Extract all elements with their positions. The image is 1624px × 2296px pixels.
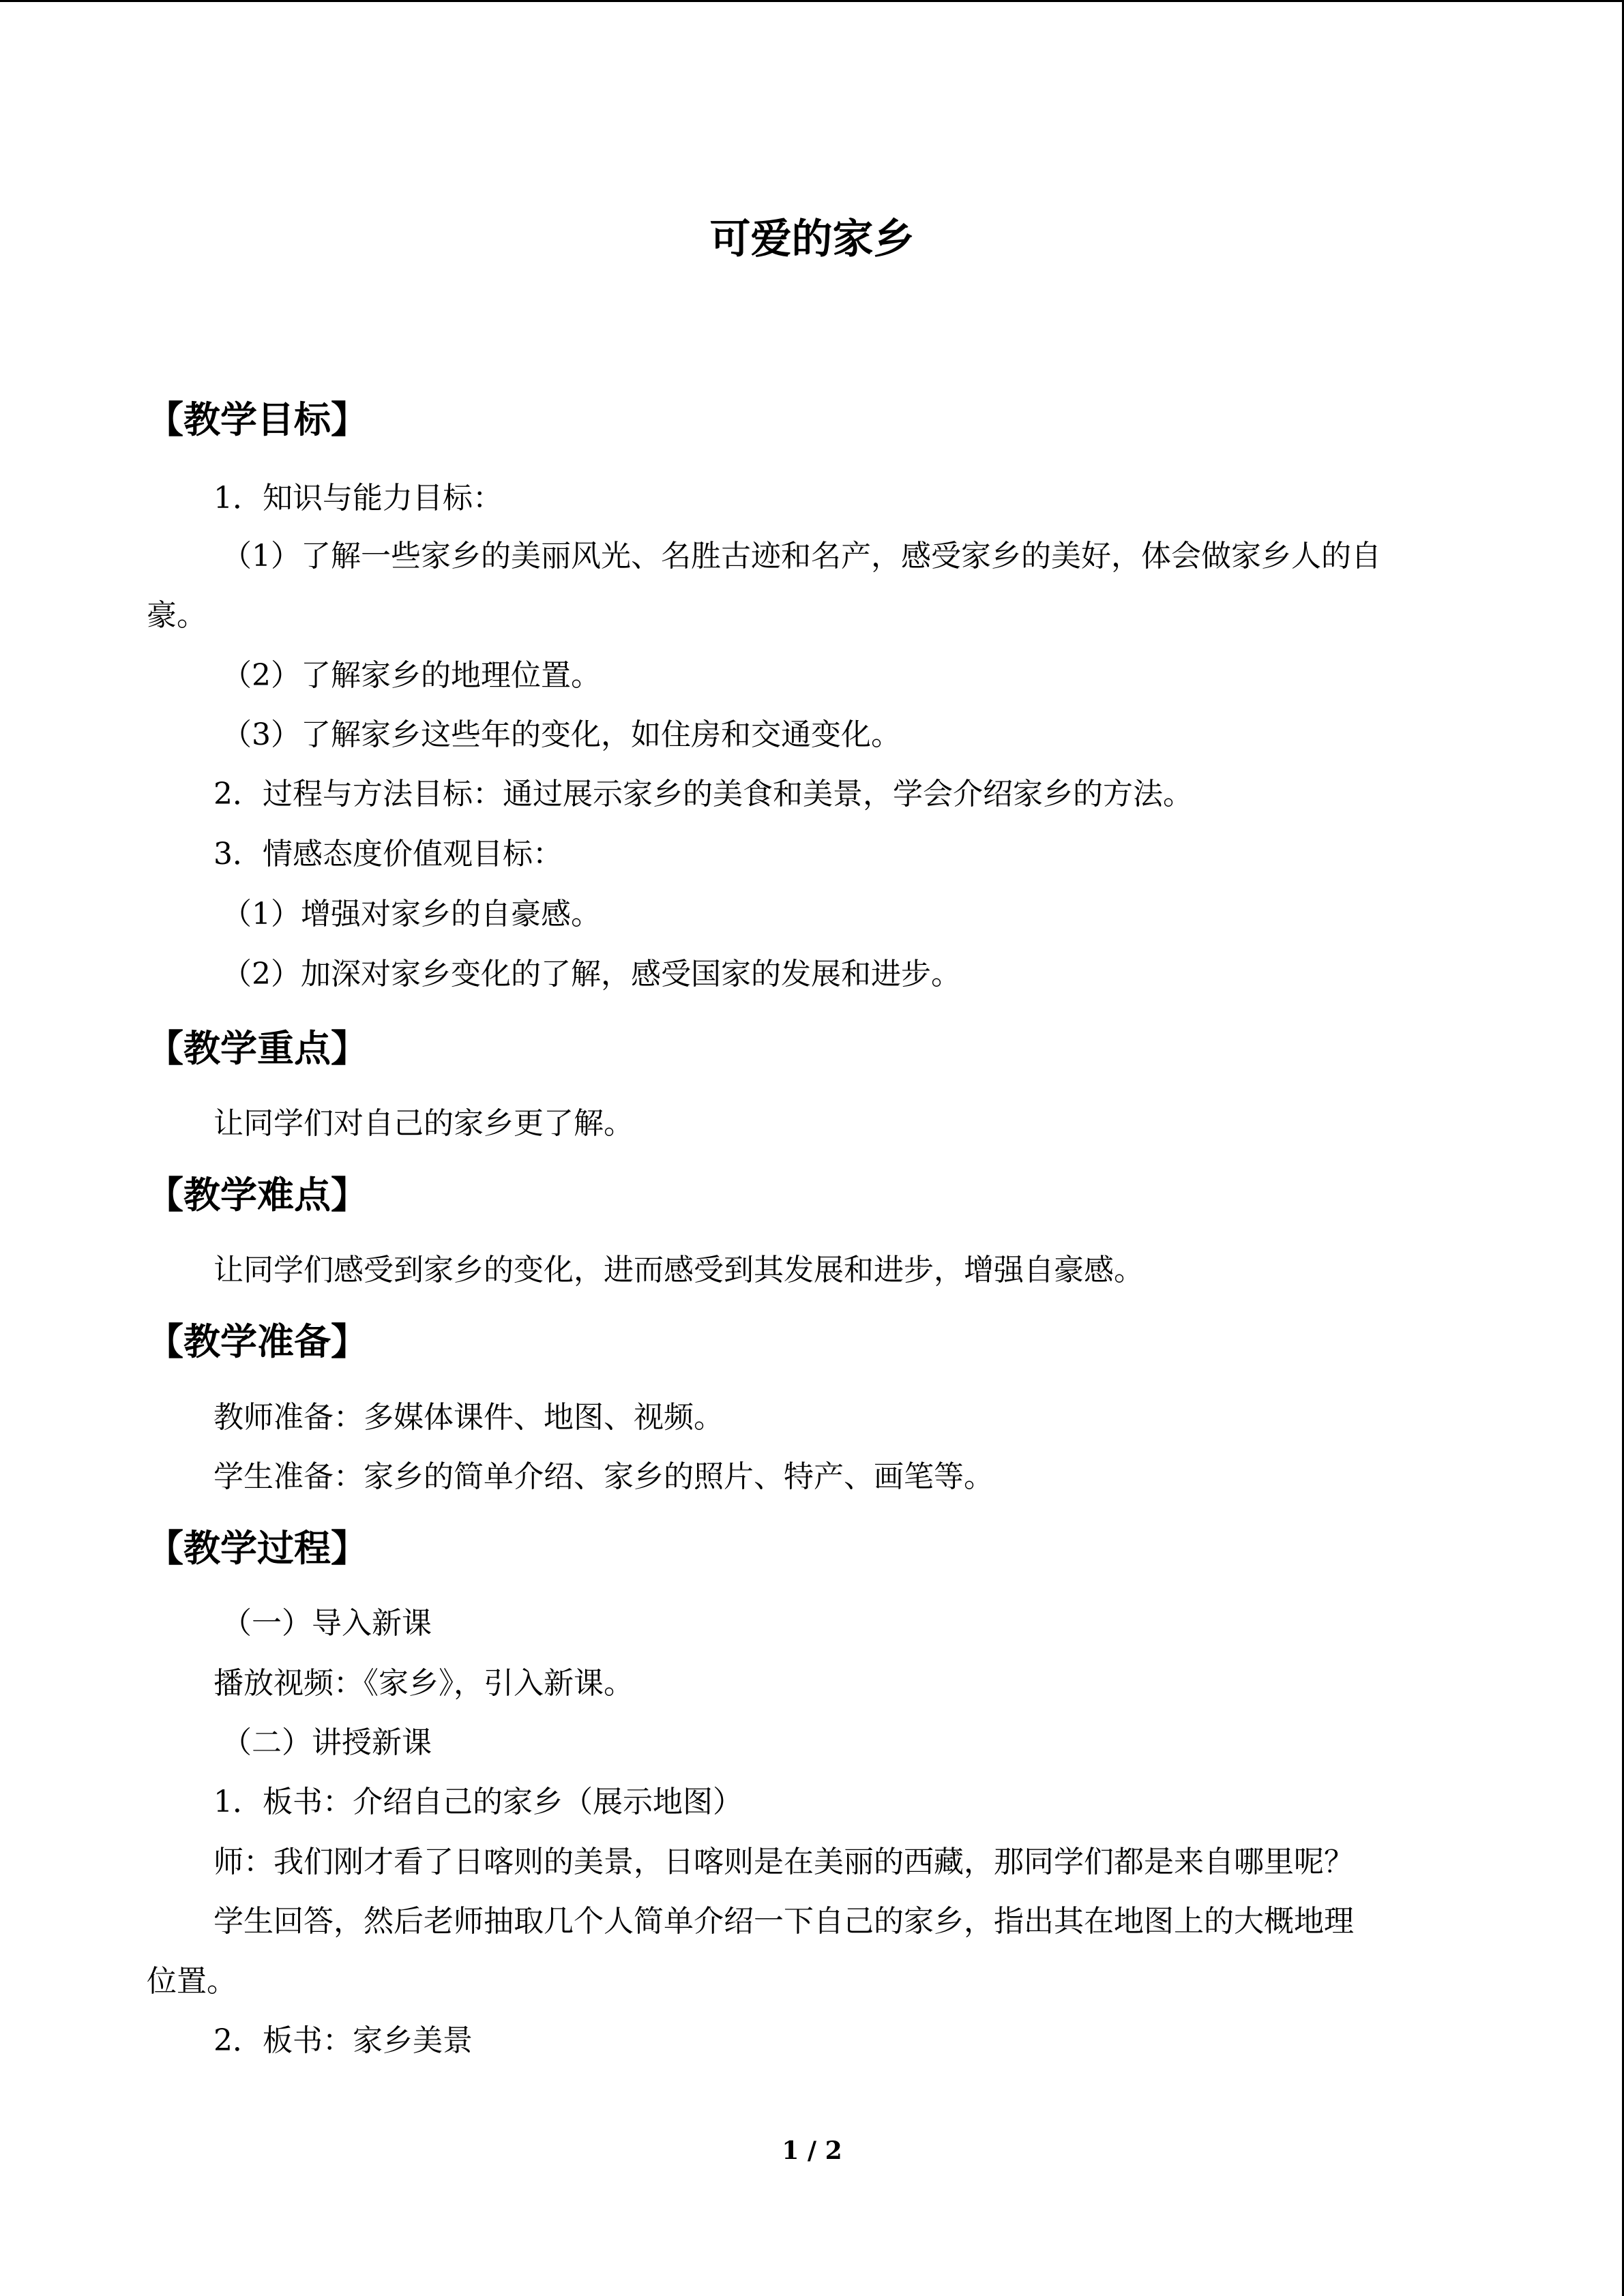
goal-item-1-3: （3）了解家乡这些年的变化，如住房和交通变化。	[222, 717, 901, 752]
goal-item-1-1-cont: 豪。	[147, 598, 207, 633]
process-step-1: 1．板书：介绍自己的家乡（展示地图）	[213, 1785, 743, 1819]
heading-preparation: 【教学准备】	[147, 1320, 368, 1363]
page-number: 1 / 2	[782, 2136, 842, 2165]
heading-process: 【教学过程】	[147, 1527, 368, 1570]
preparation-student: 学生准备：家乡的简单介绍、家乡的照片、特产、画笔等。	[213, 1459, 994, 1494]
process-step-1-student: 学生回答，然后老师抽取几个人简单介绍一下自己的家乡，指出其在地图上的大概地理	[213, 1904, 1354, 1939]
heading-key-points: 【教学重点】	[147, 1027, 368, 1070]
heading-difficulties: 【教学难点】	[147, 1174, 368, 1217]
process-part-1: （一）导入新课	[222, 1606, 432, 1641]
process-step-2: 2．板书：家乡美景	[213, 2023, 473, 2058]
key-points-text: 让同学们对自己的家乡更了解。	[213, 1106, 634, 1141]
goal-item-1: 1．知识与能力目标：	[213, 481, 503, 516]
heading-teaching-goals: 【教学目标】	[147, 398, 368, 441]
goal-item-3: 3．情感态度价值观目标：	[213, 837, 563, 871]
process-part-2: （二）讲授新课	[222, 1725, 432, 1760]
document-title: 可爱的家乡	[709, 215, 915, 263]
process-step-1-student-cont: 位置。	[147, 1964, 237, 1999]
goal-item-2: 2．过程与方法目标：通过展示家乡的美食和美景，学会介绍家乡的方法。	[213, 777, 1193, 811]
goal-item-1-2: （2）了解家乡的地理位置。	[222, 658, 601, 693]
process-part-1-text: 播放视频：《家乡》，引入新课。	[213, 1666, 634, 1701]
process-step-1-teacher: 师：我们刚才看了日喀则的美景，日喀则是在美丽的西藏，那同学们都是来自哪里呢？	[213, 1845, 1354, 1879]
difficulties-text: 让同学们感受到家乡的变化，进而感受到其发展和进步，增强自豪感。	[213, 1253, 1144, 1287]
preparation-teacher: 教师准备：多媒体课件、地图、视频。	[213, 1400, 724, 1435]
goal-item-3-2: （2）加深对家乡变化的了解，感受国家的发展和进步。	[222, 957, 961, 992]
goal-item-1-1: （1）了解一些家乡的美丽风光、名胜古迹和名产，感受家乡的美好，体会做家乡人的自	[222, 539, 1381, 573]
goal-item-3-1: （1）增强对家乡的自豪感。	[222, 897, 601, 931]
